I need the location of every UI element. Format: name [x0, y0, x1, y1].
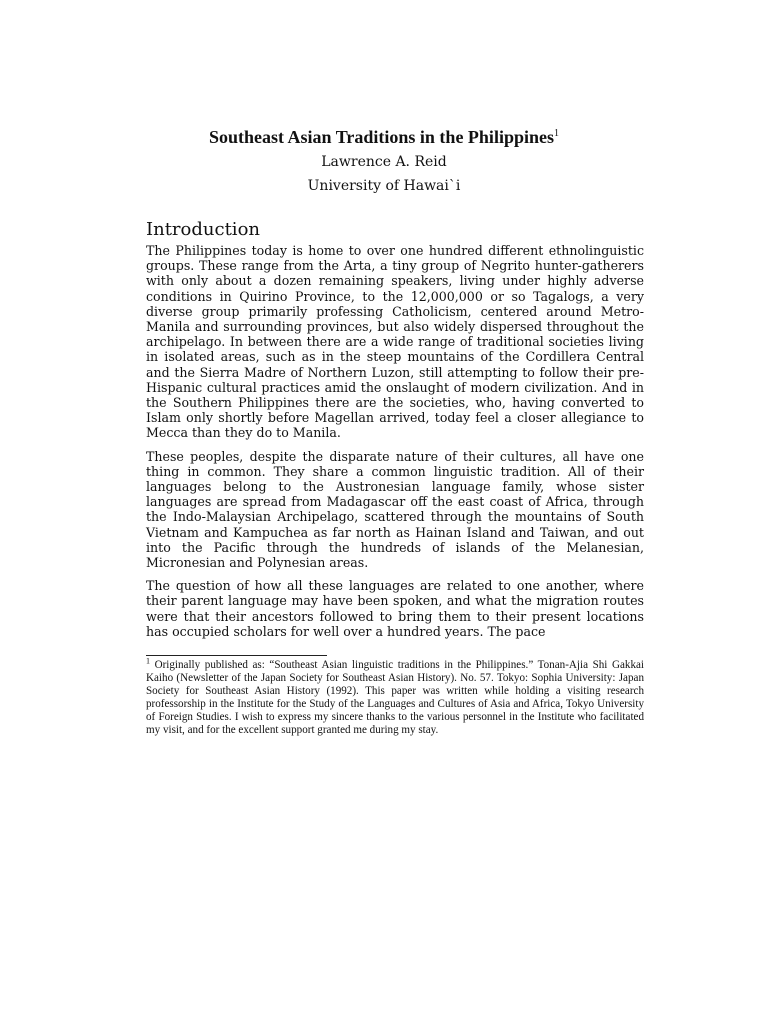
- footnote: [146, 656, 644, 736]
- section-body: [146, 243, 644, 647]
- body-paragraph: The question of how all these languages are related to one another, where their parent language may have been spoken, and what the migration routes were that their ancestors followed to bring them to their present locations has occupied scholars for well over a hundred years. The pace: [146, 578, 644, 639]
- footnote-text: Originally published as: “Southeast Asian linguistic traditions in the Philippines.” Tonan-Ajia Shi Gakkai Kaiho (Newsletter of the Japan Society for Southeast Asian History). No. 57. Tokyo: Sophia University: Japan Society for Southeast Asian History (1992). This paper was written while holding a visiting research professorship in the Institute for the Study of the Languages and Cultures of Asia and Africa, Tokyo University of Foreign Studies. I wish to express my sincere thanks to the various personnel in the Institute who facilitated my visit, and for the excellent support granted me during my stay.: [146, 659, 644, 736]
- section-heading: Introduction: [146, 219, 260, 240]
- body-paragraph: These peoples, despite the disparate nature of their cultures, all have one thing in common. They share a common linguistic tradition. All of their languages belong to the Austronesian language family, whose sister languages are spread from Madagascar off the east coast of Africa, through the Indo-Malaysian Archipelago, scattered through the mountains of South Vietnam and Kampuchea as far north as Hainan Island and Taiwan, and out into the Pacific through the hundreds of islands of the Melanesian, Micronesian and Polynesian areas.: [146, 448, 644, 571]
- author-name: Lawrence A. Reid: [321, 154, 447, 170]
- paper-title: [0, 126, 768, 148]
- footnote-divider: [146, 655, 327, 656]
- author-affiliation: University of Hawai`i: [307, 178, 461, 194]
- footnote-marker: 1: [146, 656, 150, 666]
- body-paragraph: The Philippines today is home to over one hundred different ethnolinguistic groups. These range from the Arta, a tiny group of Negrito hunter-gatherers with only about a dozen remaining speakers, living under highly adverse conditions in Quirino Province, to the 12,000,000 or so Tagalogs, a very diverse group primarily professing Catholicism, centered around Metro-Manila and surrounding provinces, but also widely dispersed throughout the archipelago. In between there are a wide range of traditional societies living in isolated areas, such as in the steep mountains of the Cordillera Central and the Sierra Madre of Northern Luzon, still attempting to follow their pre-Hispanic cultural practices amid the onslaught of modern civilization. And in the Southern Philippines there are the societies, who, having converted to Islam only shortly before Magellan arrived, today feel a closer allegiance to Mecca than they do to Manila.: [146, 243, 644, 441]
- title-footnote-marker: 1: [553, 128, 559, 139]
- paper-title-text: Southeast Asian Traditions in the Philippines: [209, 127, 554, 147]
